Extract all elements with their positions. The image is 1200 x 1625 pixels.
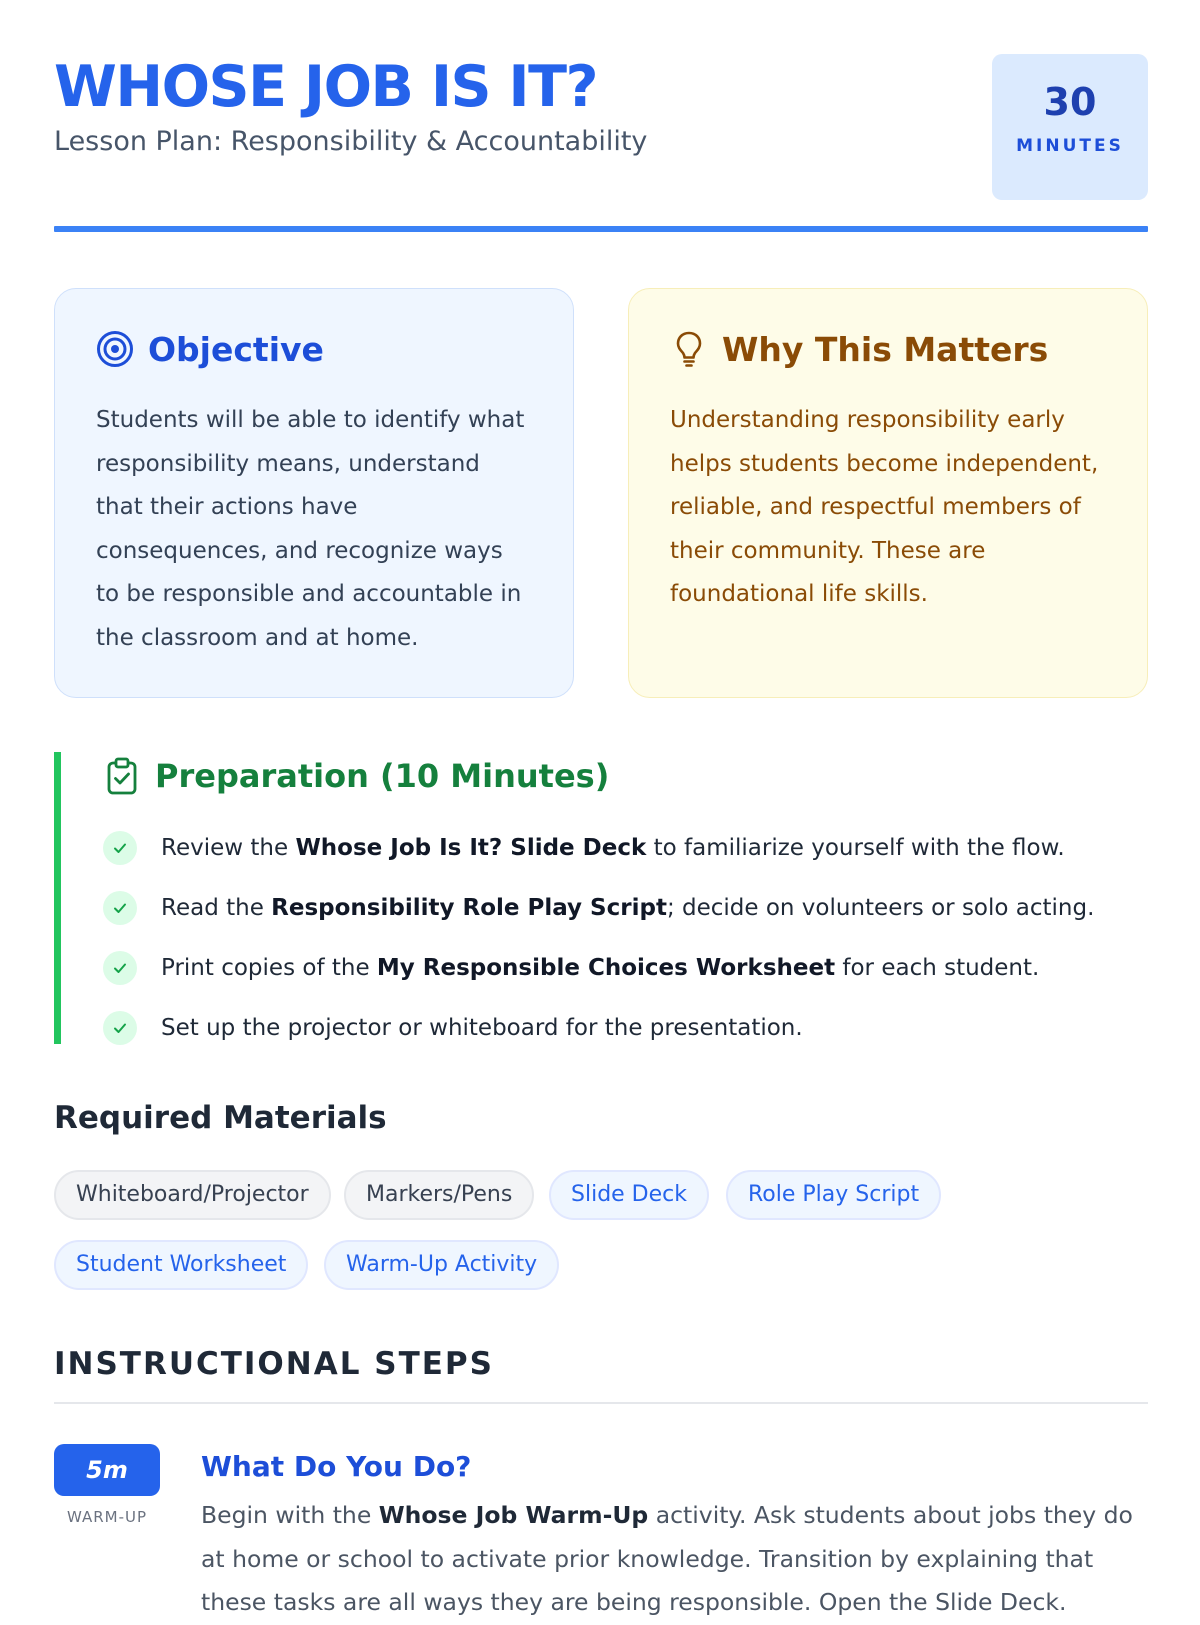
lightbulb-icon [670,330,708,368]
page-title: WHOSE JOB IS IT? [54,54,598,120]
preparation-title: Preparation (10 Minutes) [155,757,610,795]
clipboard-check-icon [103,756,141,796]
steps-divider [54,1402,1148,1404]
preparation-item: Read the Responsibility Role Play Script; decide on volunteers or solo acting. [103,878,1148,938]
check-icon [103,891,137,925]
material-link[interactable]: Warm-Up Activity [324,1240,559,1290]
step-title: What Do You Do? [201,1450,472,1483]
preparation-item: Review the Whose Job Is It? Slide Deck to familiarize yourself with the flow. [103,818,1148,878]
duration-value: 30 [1043,80,1097,124]
target-icon [96,330,134,368]
objective-card [54,288,574,698]
materials-title: Required Materials [54,1100,387,1136]
objective-title: Objective [148,329,324,369]
steps-title: INSTRUCTIONAL STEPS [54,1346,494,1382]
material-chip: Markers/Pens [344,1170,534,1220]
duration-unit: MINUTES [1016,135,1124,156]
why-text: Understanding responsibility early helps students become independent, reliable, and respectful members of their community. These are foundational life skills. [670,407,1099,607]
check-icon [103,1011,137,1045]
step-time-badge: 5m [54,1444,160,1496]
page-subtitle: Lesson Plan: Responsibility & Accountability [54,126,648,157]
check-icon [103,831,137,865]
preparation-item: Print copies of the My Responsible Choices Worksheet for each student. [103,938,1148,998]
lesson-plan-page [54,0,1148,1616]
step-description: Begin with the Whose Job Warm-Up activity. Ask students about jobs they do at home or school to activate prior knowledge. Transition by explaining that these tasks are all ways they are being responsible. Open the Slide Deck. [201,1501,1133,1616]
why-this-matters-card [628,288,1148,698]
why-title: Why This Matters [722,329,1049,369]
header [54,54,1148,234]
check-icon [103,951,137,985]
preparation-section [54,752,1148,1044]
step-phase-label: WARM-UP [66,1508,148,1526]
material-chip: Whiteboard/Projector [54,1170,331,1220]
material-link[interactable]: Slide Deck [549,1170,709,1220]
header-divider [54,226,1148,232]
material-link[interactable]: Student Worksheet [54,1240,308,1290]
preparation-item: Set up the projector or whiteboard for the presentation. [103,998,1148,1058]
objective-text: Students will be able to identify what responsibility means, understand that their actions have consequences, and recognize ways to be responsible and accountable in the classroom and at home. [96,407,525,651]
preparation-list [103,818,1148,1058]
material-link[interactable]: Role Play Script [726,1170,941,1220]
duration-badge [992,54,1148,200]
